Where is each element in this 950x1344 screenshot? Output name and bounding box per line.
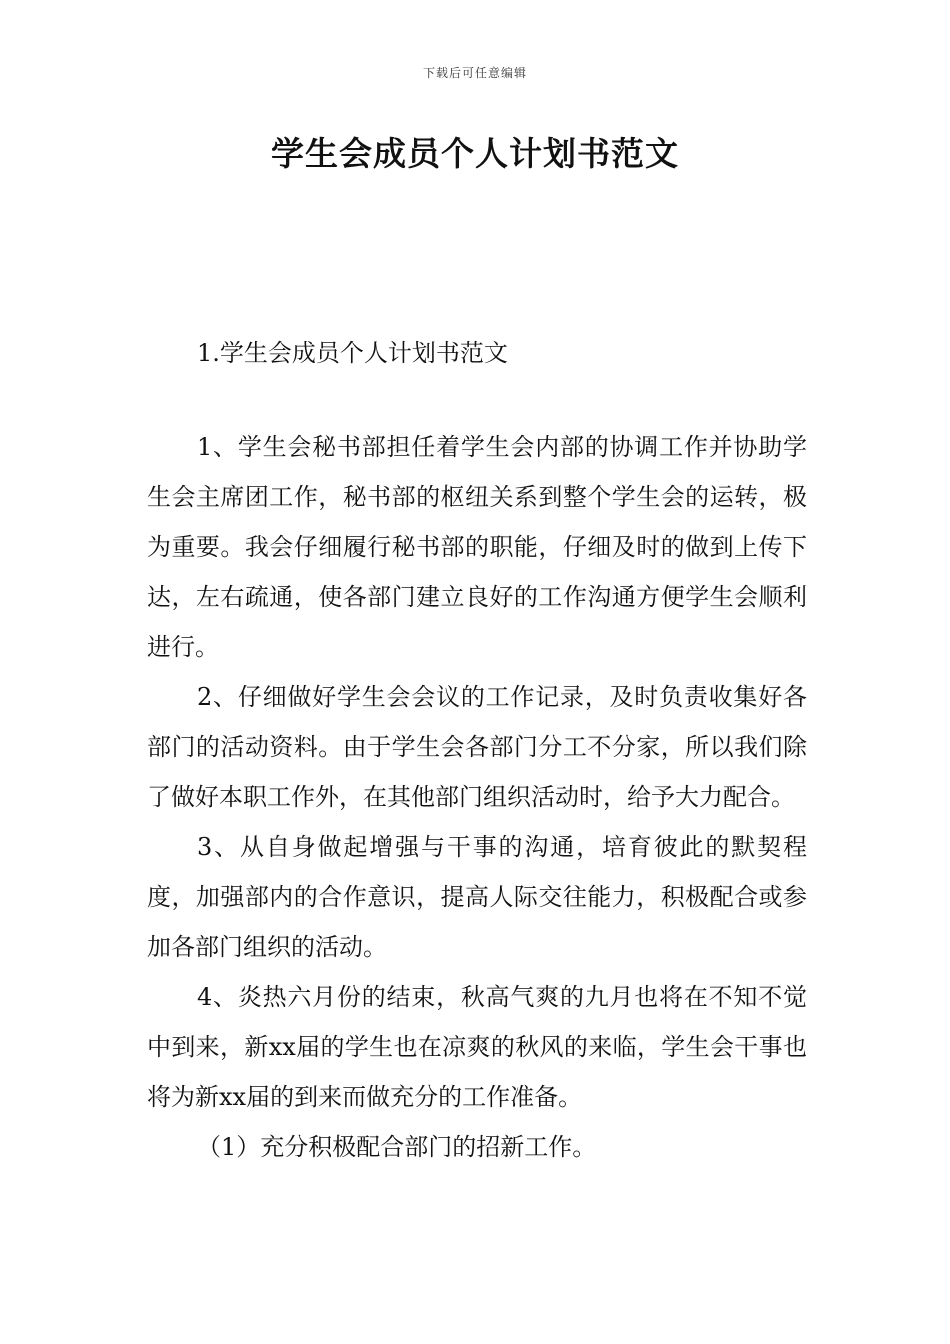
document-title: 学生会成员个人计划书范文 (271, 134, 679, 173)
paragraph-3: 3、从自身做起增强与干事的沟通，培育彼此的默契程度，加强部内的合作意识，提高人际交往能力，积极配合或参加各部门组织的活动。 (147, 833, 807, 961)
document-body (147, 422, 807, 1172)
paragraph-4: 4、炎热六月份的结束，秋高气爽的九月也将在不知不觉中到来，新xx届的学生也在凉爽的秋风的来临，学生会干事也将为新xx届的到来而做充分的工作准备。 (147, 983, 807, 1111)
paragraph-1: 1、学生会秘书部担任着学生会内部的协调工作并协助学生会主席团工作，秘书部的枢纽关系到整个学生会的运转，极为重要。我会仔细履行秘书部的职能，仔细及时的做到上传下达，左右疏通，使各部门建立良好的工作沟通方便学生会顺利进行。 (147, 433, 807, 661)
page-header-note: 下载后可任意编辑 (422, 66, 527, 80)
paragraph-2: 2、仔细做好学生会会议的工作记录，及时负责收集好各部门的活动资料。由于学生会各部门分工不分家，所以我们除了做好本职工作外，在其他部门组织活动时，给予大力配合。 (147, 683, 807, 811)
paragraph-5: （1）充分积极配合部门的招新工作。 (197, 1133, 597, 1161)
section-heading: 1.学生会成员个人计划书范文 (197, 339, 508, 367)
